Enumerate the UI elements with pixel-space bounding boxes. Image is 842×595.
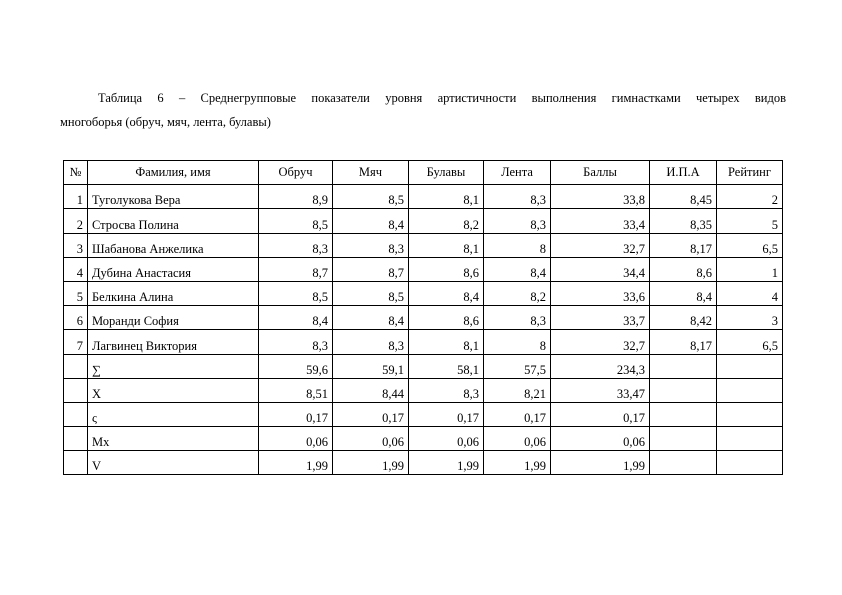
empty-cell [717,378,783,402]
stat-clubs: 0,06 [409,427,484,451]
row-number: 3 [64,233,88,257]
stat-hoop: 0,06 [259,427,333,451]
empty-cell [64,451,88,475]
empty-cell [64,402,88,426]
cell-hoop: 8,4 [259,306,333,330]
cell-rank: 1 [717,257,783,281]
cell-ball: 8,5 [333,185,409,209]
cell-hoop: 8,5 [259,281,333,305]
row-number: 7 [64,330,88,354]
cell-hoop: 8,3 [259,330,333,354]
row-number: 4 [64,257,88,281]
stat-ribbon: 1,99 [484,451,551,475]
stat-hoop: 0,17 [259,402,333,426]
stat-clubs: 8,3 [409,378,484,402]
table-row [64,233,783,257]
stat-label: Х [88,378,259,402]
cell-clubs: 8,2 [409,209,484,233]
table-row [64,257,783,281]
cell-score: 34,4 [551,257,650,281]
stat-ball: 0,17 [333,402,409,426]
empty-cell [64,378,88,402]
stat-ribbon: 57,5 [484,354,551,378]
empty-cell [717,427,783,451]
table-caption [60,86,786,134]
header-ipa: И.П.А [650,161,717,185]
row-number: 6 [64,306,88,330]
cell-ipa: 8,6 [650,257,717,281]
empty-cell [650,402,717,426]
table-row [64,306,783,330]
cell-ribbon: 8 [484,330,551,354]
stat-hoop: 59,6 [259,354,333,378]
empty-cell [650,451,717,475]
caption-line-1: Таблица 6 – Среднегрупповые показатели уровня артистичности выполнения гимнастками четырех видов [98,91,786,105]
cell-score: 33,7 [551,306,650,330]
cell-rank: 3 [717,306,783,330]
athlete-name: Стросва Полина [88,209,259,233]
cell-score: 33,4 [551,209,650,233]
stat-hoop: 8,51 [259,378,333,402]
stat-ribbon: 8,21 [484,378,551,402]
header-ball: Мяч [333,161,409,185]
results-table [63,160,783,475]
cell-rank: 4 [717,281,783,305]
empty-cell [650,354,717,378]
stat-ribbon: 0,06 [484,427,551,451]
cell-clubs: 8,6 [409,306,484,330]
stat-hoop: 1,99 [259,451,333,475]
header-score: Баллы [551,161,650,185]
stats-row [64,451,783,475]
empty-cell [64,427,88,451]
cell-ball: 8,3 [333,233,409,257]
cell-hoop: 8,3 [259,233,333,257]
header-rank: Рейтинг [717,161,783,185]
athlete-name: Туголукова Вера [88,185,259,209]
table-body [64,185,783,475]
cell-clubs: 8,1 [409,330,484,354]
cell-clubs: 8,6 [409,257,484,281]
stat-ribbon: 0,17 [484,402,551,426]
cell-ribbon: 8,3 [484,306,551,330]
cell-ipa: 8,4 [650,281,717,305]
cell-ribbon: 8,3 [484,185,551,209]
stat-ball: 59,1 [333,354,409,378]
cell-rank: 5 [717,209,783,233]
stat-score: 0,17 [551,402,650,426]
cell-hoop: 8,5 [259,209,333,233]
cell-hoop: 8,7 [259,257,333,281]
stat-ball: 0,06 [333,427,409,451]
cell-ipa: 8,42 [650,306,717,330]
stats-row [64,378,783,402]
stat-clubs: 1,99 [409,451,484,475]
row-number: 5 [64,281,88,305]
cell-ball: 8,4 [333,209,409,233]
athlete-name: Лагвинец Виктория [88,330,259,354]
cell-clubs: 8,4 [409,281,484,305]
cell-rank: 6,5 [717,233,783,257]
athlete-name: Шабанова Анжелика [88,233,259,257]
stat-score: 234,3 [551,354,650,378]
table-row [64,185,783,209]
stat-score: 33,47 [551,378,650,402]
empty-cell [64,354,88,378]
stat-label: ∑ [88,354,259,378]
athlete-name: Дубина Анастасия [88,257,259,281]
stat-score: 1,99 [551,451,650,475]
cell-ribbon: 8,2 [484,281,551,305]
stats-row [64,354,783,378]
table-row [64,330,783,354]
table-row [64,281,783,305]
cell-ball: 8,5 [333,281,409,305]
cell-rank: 2 [717,185,783,209]
cell-score: 32,7 [551,233,650,257]
cell-score: 33,6 [551,281,650,305]
stat-label: ς [88,402,259,426]
athlete-name: Моранди София [88,306,259,330]
cell-hoop: 8,9 [259,185,333,209]
cell-ipa: 8,35 [650,209,717,233]
stat-ball: 1,99 [333,451,409,475]
cell-ribbon: 8,4 [484,257,551,281]
stat-score: 0,06 [551,427,650,451]
cell-rank: 6,5 [717,330,783,354]
stat-ball: 8,44 [333,378,409,402]
header-ribbon: Лента [484,161,551,185]
header-name: Фамилия, имя [88,161,259,185]
row-number: 2 [64,209,88,233]
stats-row [64,427,783,451]
stat-label: V [88,451,259,475]
cell-ipa: 8,17 [650,233,717,257]
table-row [64,209,783,233]
cell-ball: 8,7 [333,257,409,281]
stat-clubs: 0,17 [409,402,484,426]
cell-ipa: 8,17 [650,330,717,354]
empty-cell [717,402,783,426]
cell-score: 33,8 [551,185,650,209]
cell-ribbon: 8 [484,233,551,257]
cell-ribbon: 8,3 [484,209,551,233]
empty-cell [650,378,717,402]
cell-score: 32,7 [551,330,650,354]
athlete-name: Белкина Алина [88,281,259,305]
cell-clubs: 8,1 [409,233,484,257]
cell-ball: 8,4 [333,306,409,330]
cell-clubs: 8,1 [409,185,484,209]
stat-clubs: 58,1 [409,354,484,378]
stats-row [64,402,783,426]
cell-ball: 8,3 [333,330,409,354]
stat-label: Мх [88,427,259,451]
caption-line-2: многоборья (обруч, мяч, лента, булавы) [60,115,271,129]
header-clubs: Булавы [409,161,484,185]
header-hoop: Обруч [259,161,333,185]
row-number: 1 [64,185,88,209]
empty-cell [650,427,717,451]
header-row [64,161,783,185]
empty-cell [717,354,783,378]
header-number: № [64,161,88,185]
cell-ipa: 8,45 [650,185,717,209]
empty-cell [717,451,783,475]
